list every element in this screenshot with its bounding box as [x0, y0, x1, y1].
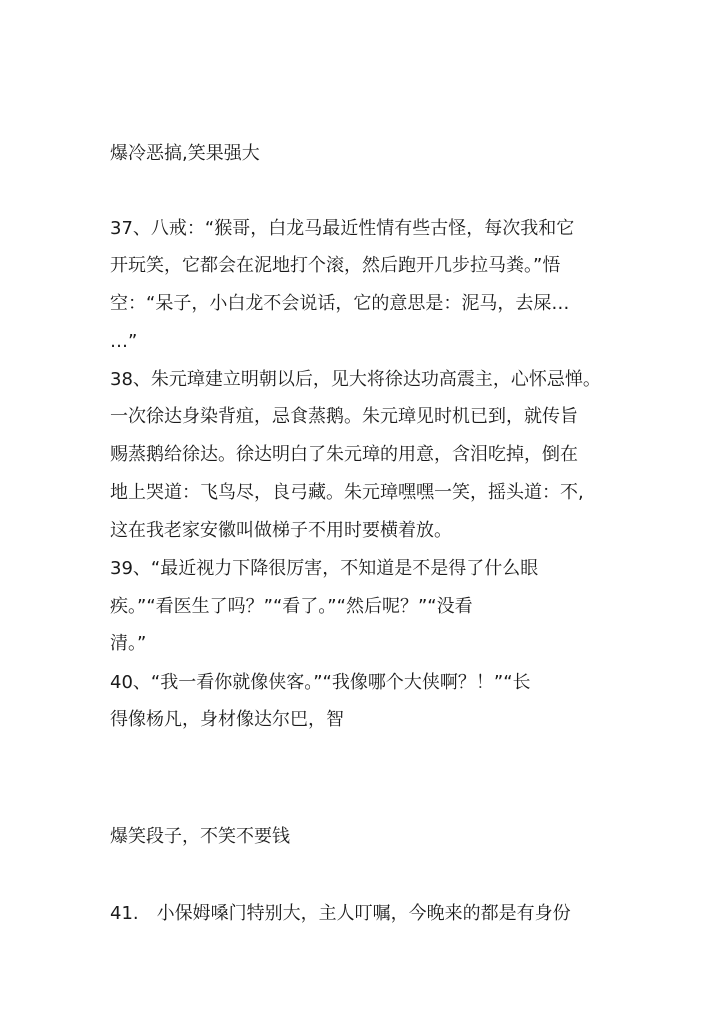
joke-41-line-1: 41. 小保姆嗓门特别大，主人叮嘱，今晚来的都是有身份: [110, 903, 571, 924]
joke-39-line-2: 疾。”“看医生了吗？”“看了。”“然后呢？”“没看: [110, 596, 473, 617]
joke-38-line-1: 38、朱元璋建立明朝以后，见大将徐达功高震主，心怀忌惮。: [110, 369, 601, 390]
joke-40-line-2: 得像杨凡，身材像达尔巴，智: [110, 709, 344, 730]
joke-38-line-5: 这在我老家安徽叫做梯子不用时要横着放。: [110, 520, 452, 541]
joke-37-line-4: …”: [110, 331, 138, 352]
joke-37-line-1: 37、八戒：“猴哥，白龙马最近性情有些古怪，每次我和它: [110, 218, 575, 239]
joke-38-line-3: 赐蒸鹅给徐达。徐达明白了朱元璋的用意，含泪吃掉，倒在: [110, 444, 578, 465]
joke-40-line-1: 40、“我一看你就像侠客。”“我像哪个大侠啊？！”“长: [110, 672, 531, 693]
joke-38-line-2: 一次徐达身染背疽，忌食蒸鹅。朱元璋见时机已到，就传旨: [110, 406, 578, 427]
section-heading-2: 爆笑段子，不笑不要钱: [110, 826, 290, 847]
joke-38-line-4: 地上哭道：飞鸟尽，良弓藏。朱元璋嘿嘿一笑，摇头道：不,: [110, 482, 584, 503]
joke-39-line-3: 清。”: [110, 633, 147, 654]
joke-39-line-1: 39、“最近视力下降很厉害，不知道是不是得了什么眼: [110, 558, 539, 579]
joke-37-line-3: 空：“呆子，小白龙不会说话，它的意思是：泥马，去屎…: [110, 293, 570, 314]
joke-37-line-2: 开玩笑，它都会在泥地打个滚，然后跑开几步拉马粪。”悟: [110, 255, 561, 276]
section-heading: 爆冷恶搞,笑果强大: [110, 143, 260, 164]
